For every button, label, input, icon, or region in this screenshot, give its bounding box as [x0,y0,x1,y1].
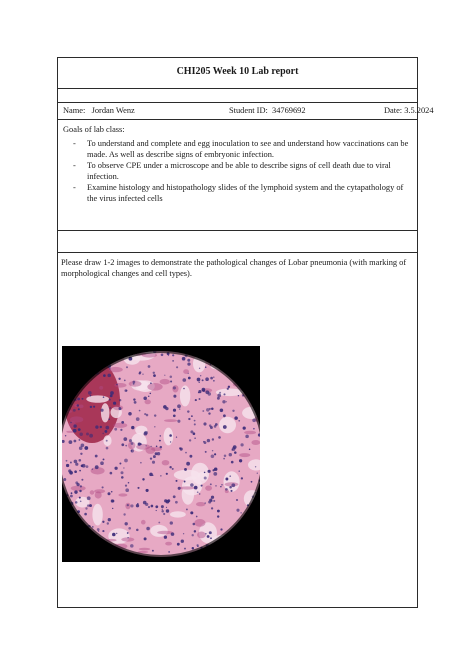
student-info-row [58,103,434,120]
name-field [63,106,135,115]
report-title-cell [58,58,418,89]
goal-text: To understand and complete and egg inoculation to see and understand how vaccinations can be made. As well as describe signs of embryonic infection. [87,139,409,159]
drawing-section [58,253,418,608]
date-label: Date: [384,106,403,115]
student-id-label: Student ID: [229,106,268,115]
name-value: Jordan Wenz [91,106,135,115]
report-title: CHI205 Week 10 Lab report [176,65,299,77]
student-id-value: 34769692 [272,106,306,115]
blank-row [58,231,418,253]
histology-micrograph [62,346,260,562]
goals-list [63,138,412,204]
goals-section [58,120,418,231]
bullet-dash: - [73,183,76,192]
goals-heading: Goals of lab class: [63,125,125,134]
bullet-dash: - [73,161,76,170]
student-id-field [229,106,306,115]
lab-report-table [57,57,434,608]
goal-item [63,182,412,204]
date-value: 3.5.2024 [404,106,434,115]
goal-item [63,138,412,160]
micrograph-image [62,346,260,562]
name-label: Name: [63,106,86,115]
spacer-row [58,89,418,103]
bullet-dash: - [73,139,76,148]
goal-item [63,160,412,182]
date-field [384,106,434,115]
goal-text: Examine histology and histopathology slides of the lymphoid system and the cytapathology of the virus infected cells [87,183,404,203]
drawing-instruction: Please draw 1-2 images to demonstrate the pathological changes of Lobar pneumonia (with marking of morphological changes and cell types). [61,258,407,278]
goal-text: To observe CPE under a microscope and be able to describe signs of cell death due to viral infection. [87,161,391,181]
